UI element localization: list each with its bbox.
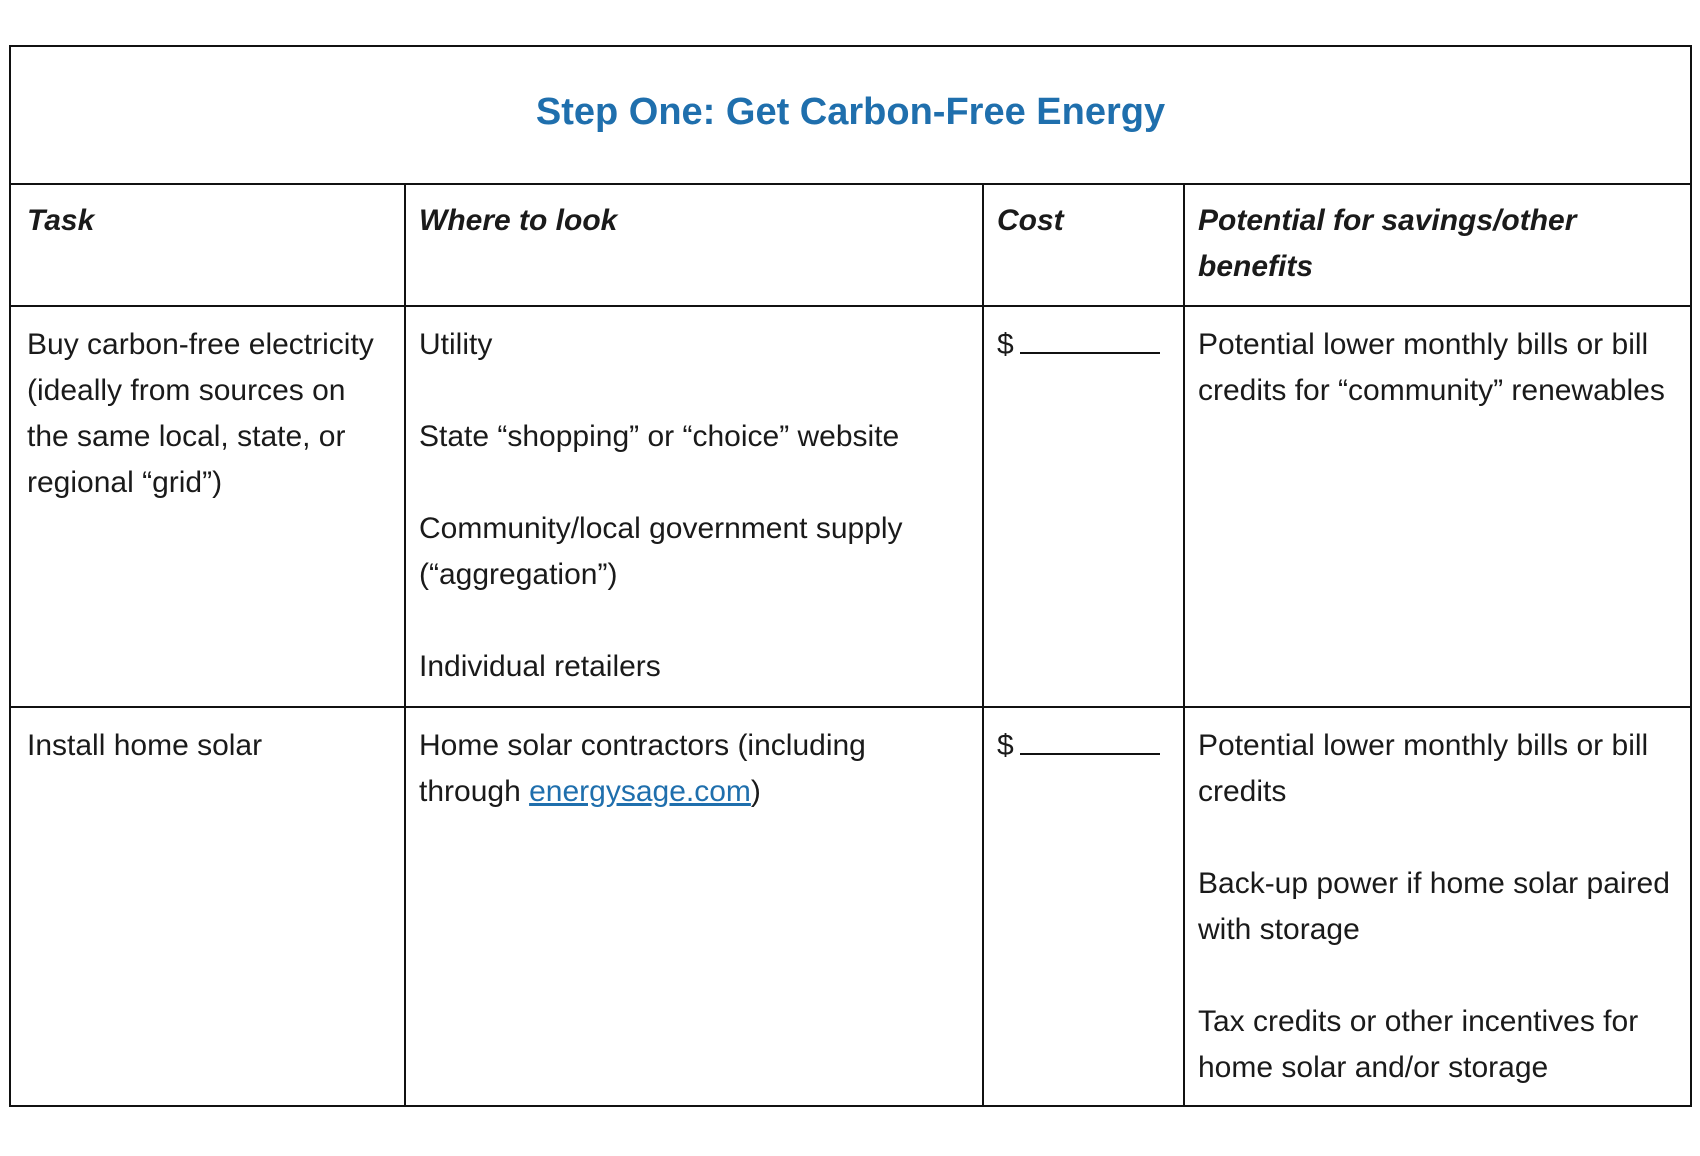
row-divider [11,706,1690,708]
row2-task: Install home solar [27,729,263,762]
where-prefix: Home solar contractors (including through [419,729,866,808]
step-one-table [9,45,1692,1107]
benefit-item: Tax credits or other incentives for home solar and/or storage [1198,1005,1639,1084]
benefit-item: Potential lower monthly bills or bill credits for “community” renewables [1198,328,1665,407]
column-header-where: Where to look [419,204,618,237]
row1-benefits [1184,322,1684,414]
where-option: Community/local government supply (“aggregation”) [419,512,903,591]
row2-where [405,723,982,815]
where-option: State “shopping” or “choice” website [419,420,900,453]
table-title: Step One: Get Carbon-Free Energy [535,90,1166,133]
cost-symbol: $ [997,328,1014,361]
column-header-task: Task [27,204,95,237]
row-divider [11,305,1690,307]
benefit-item: Potential lower monthly bills or bill credits [1198,729,1649,808]
benefit-item: Back-up power if home solar paired with storage [1198,867,1670,946]
where-suffix: ) [750,775,761,808]
column-header-benefits: Potential for savings/other benefits [1198,204,1577,283]
cost-blank-field[interactable] [1020,322,1160,354]
where-option: Individual retailers [419,650,661,683]
row1-where [405,322,982,690]
where-option: Utility [419,328,493,361]
column-header-cost: Cost [997,204,1064,237]
row1-task: Buy carbon-free electricity (ideally from sources on the same local, state, or regional “grid”) [27,328,374,499]
row2-benefits [1184,723,1684,1091]
row1-cost [983,322,1183,368]
energysage-link[interactable]: energysage.com [529,775,751,808]
title-row [11,47,1690,185]
cost-blank-field[interactable] [1020,723,1160,755]
cost-symbol: $ [997,729,1014,762]
row2-cost [983,723,1183,769]
